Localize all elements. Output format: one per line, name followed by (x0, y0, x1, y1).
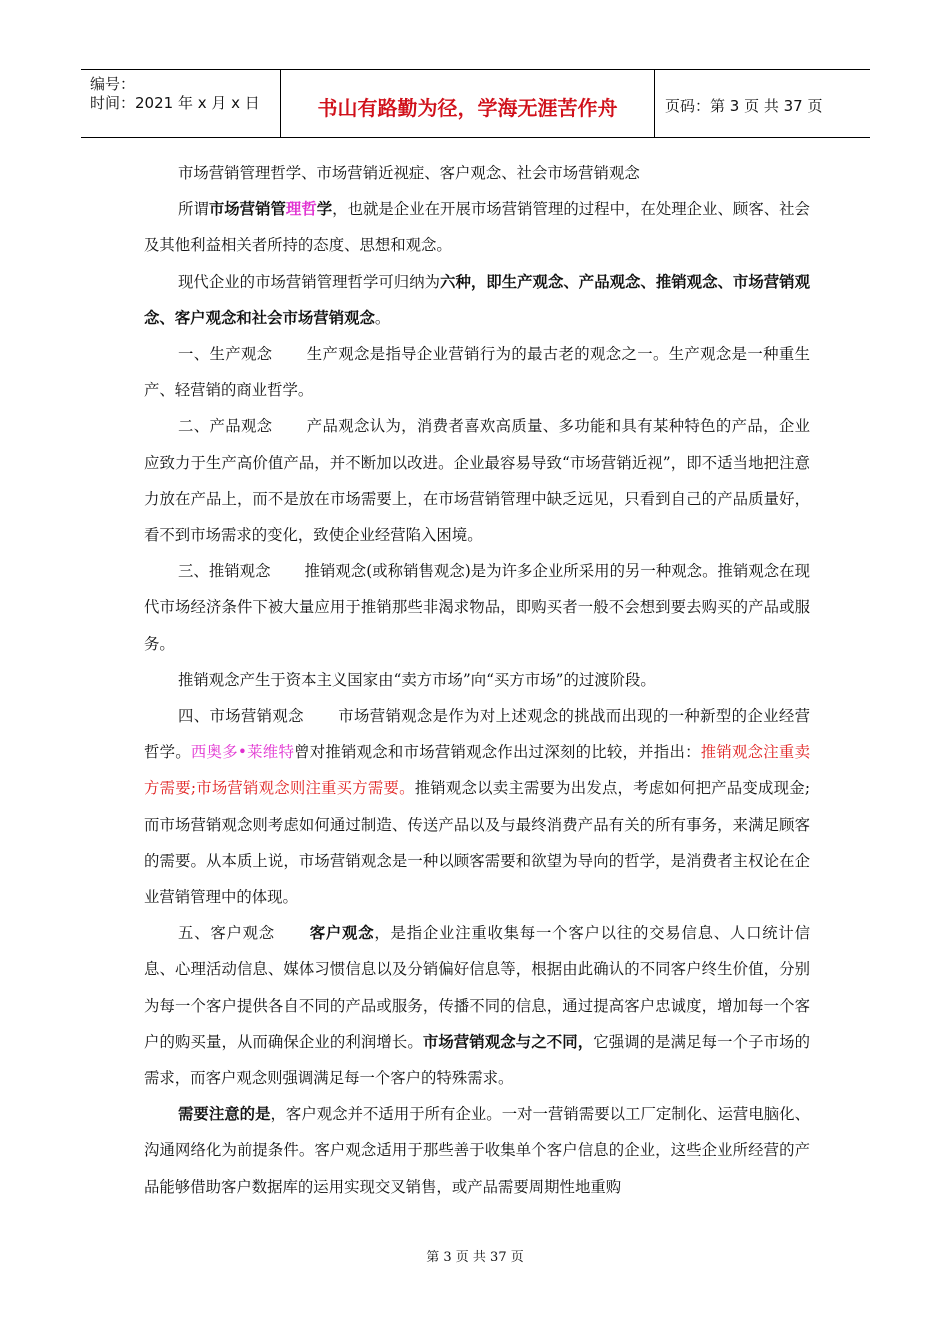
header-page-cell (655, 70, 870, 137)
section-customer-concept: 五、客户观念 客户观念，是指企业注重收集每一个客户以往的交易信息、人口统计信息、心理活动信息、媒体习惯信息以及分销偏好信息等，根据由此确认的不同客户终生价值，分别为每一个客户提供各自不同的产品或服务，传播不同的信息，通过提高客户忠诚度，增加每一个客户的购买量，从而确保企业的利润增长。市场营销观念与之不同，它强调的是满足每一个子市场的需求，而客户观念则强调满足每一个客户的特殊需求。 (144, 924, 810, 1088)
six-concepts-highlight: 六种，即生产观念、产品观念、推销观念、市场营销观念、客户观念和社会市场营销观念 (144, 272, 810, 327)
section-production-concept: 一、生产观念 生产观念是指导企业营销行为的最古老的观念之一。生产观念是一种重生产、轻营销的商业哲学。 (144, 345, 810, 400)
document-date: 时间：2021 年 x 月 x 日 (90, 94, 260, 112)
person-name-highlight: 西奥多•莱维特 (190, 743, 295, 762)
selling-origin-paragraph: 推销观念产生于资本主义国家由“卖方市场”向“买方市场”的过渡阶段。 (178, 670, 656, 689)
section-title: 一、生产观念 (178, 345, 273, 364)
page-footer: 第 3 页 共 37 页 (426, 1250, 524, 1265)
note-paragraph: 需要注意的是，客户观念并不适用于所有企业。一对一营销需要以工厂定制化、运营电脑化、沟通网络化为前提条件。客户观念适用于那些善于收集单个客户信息的企业，这些企业所经营的产品能够借助客户数据库的运用实现交叉销售，或产品需要周期性地重购 (144, 1105, 810, 1196)
term-highlight-pink: 理哲 (285, 200, 317, 219)
header-motto-cell (281, 70, 655, 137)
header-meta-cell (81, 70, 281, 137)
section-product-concept: 二、产品观念 产品观念认为，消费者喜欢高质量、多功能和具有某种特色的产品，企业应致力于生产高价值产品，并不断加以改进。企业最容易导致“市场营销近视”，即不适当地把注意力放在产品上，而不是放在市场需要上，在市场营销管理中缺乏远见，只看到自己的产品质量好，看不到市场需求的变化，致使企业经营陷入困境。 (144, 417, 810, 545)
document-body (144, 155, 810, 1205)
note-highlight: 需要注意的是 (178, 1105, 271, 1124)
summary-paragraph: 现代企业的市场营销管理哲学可归纳为六种，即生产观念、产品观念、推销观念、市场营销观念、客户观念和社会市场营销观念。 (144, 272, 810, 327)
section-title: 二、产品观念 (178, 417, 273, 436)
section-title: 五、客户观念 (178, 924, 275, 943)
header-page-info: 页码：第 3 页 共 37 页 (665, 97, 823, 115)
section-title: 四、市场营销观念 (178, 707, 304, 726)
keywords-paragraph: 市场营销管理哲学、市场营销近视症、客户观念、社会市场营销观念 (178, 164, 640, 182)
document-header (81, 69, 870, 138)
document-number-label: 编号： (90, 75, 136, 93)
header-motto: 书山有路勤为径，学海无涯苦作舟 (317, 96, 618, 120)
key-quote-highlight: 推销观念注重卖方需要;市场营销观念则注重买方需要。 (144, 743, 810, 798)
contrast-highlight: 市场营销观念与之不同， (422, 1032, 594, 1051)
section-marketing-concept: 四、市场营销观念 市场营销观念是作为对上述观念的挑战而出现的一种新型的企业经营哲学。西奥多•莱维特曾对推销观念和市场营销观念作出过深刻的比较，并指出：推销观念注重卖方需要;市场营销观念则注重买方需要。推销观念以卖主需要为出发点，考虑如何把产品变成现金;而市场营销观念则考虑如何通过制造、传送产品以及与最终消费产品有关的所有事务，来满足顾客的需要。从本质上说，市场营销观念是一种以顾客需要和欲望为导向的哲学，是消费者主权论在企业营销管理中的体现。 (144, 707, 810, 907)
definition-paragraph: 所谓市场营销管理哲学，也就是企业在开展市场营销管理的过程中，在处理企业、顾客、社会及其他利益相关者所持的态度、思想和观念。 (144, 200, 810, 255)
term-highlight: 市场营销管 (208, 200, 286, 219)
section-selling-concept: 三、推销观念 推销观念(或称销售观念)是为许多企业所采用的另一种观念。推销观念在现代市场经济条件下被大量应用于推销那些非渴求物品，即购买者一般不会想到要去购买的产品或服务。 (144, 562, 810, 653)
section-title: 三、推销观念 (178, 562, 271, 581)
